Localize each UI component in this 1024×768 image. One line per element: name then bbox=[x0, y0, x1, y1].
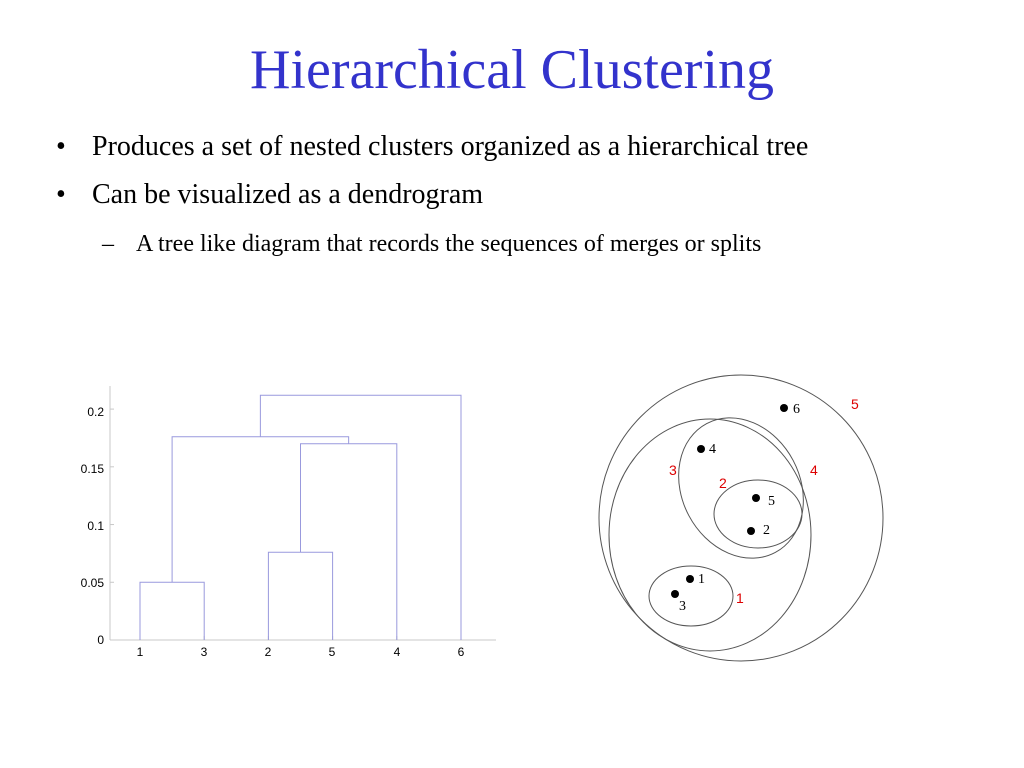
bullet-mark: • bbox=[56, 131, 66, 162]
y-tick-label: 0.1 bbox=[87, 519, 104, 533]
cluster-5-ellipse bbox=[599, 375, 883, 661]
cluster-label-3: 3 bbox=[669, 462, 677, 478]
cluster-label-4: 4 bbox=[810, 462, 818, 478]
bullet-text: Produces a set of nested clusters organized as a hierarchical tree bbox=[92, 131, 809, 162]
x-tick-marks bbox=[140, 636, 461, 640]
dendrogram-link-5 bbox=[260, 395, 461, 640]
x-tick-labels bbox=[137, 645, 465, 659]
dendrogram-axes bbox=[110, 386, 496, 640]
cluster-label-1: 1 bbox=[736, 590, 744, 606]
y-tick-marks bbox=[110, 409, 114, 640]
y-tick-label: 0.2 bbox=[87, 405, 104, 419]
point-label-2: 2 bbox=[763, 523, 770, 538]
dendrogram bbox=[81, 386, 496, 659]
sub-bullet-mark: – bbox=[102, 231, 114, 257]
bullet-text: Can be visualized as a dendrogram bbox=[92, 179, 484, 210]
point-1 bbox=[686, 575, 694, 583]
leaf-label: 5 bbox=[328, 645, 336, 659]
bullet-mark: • bbox=[56, 179, 66, 210]
point-label-1: 1 bbox=[698, 572, 705, 587]
point-5 bbox=[752, 494, 760, 502]
leaf-label: 6 bbox=[457, 645, 465, 659]
leaf-label: 4 bbox=[393, 645, 401, 659]
dendrogram-link-1 bbox=[140, 582, 204, 640]
point-labels bbox=[679, 402, 800, 614]
cluster-label-5: 5 bbox=[851, 396, 859, 412]
cluster-2-ellipse bbox=[714, 480, 802, 548]
point-label-5: 5 bbox=[768, 494, 775, 509]
leaf-label: 3 bbox=[200, 645, 208, 659]
y-tick-label: 0.05 bbox=[80, 576, 104, 590]
y-tick-label: 0 bbox=[97, 633, 104, 647]
leaf-label: 2 bbox=[264, 645, 272, 659]
slide-title: Hierarchical Clustering bbox=[249, 39, 774, 101]
dendrogram-link-3 bbox=[301, 444, 397, 640]
point-2 bbox=[747, 527, 755, 535]
dendrogram-link-4 bbox=[172, 437, 349, 582]
point-3 bbox=[671, 590, 679, 598]
dendrogram-links bbox=[140, 395, 461, 640]
dendrogram-link-2 bbox=[268, 552, 332, 640]
point-label-3: 3 bbox=[679, 599, 686, 614]
point-4 bbox=[697, 445, 705, 453]
cluster-label-2: 2 bbox=[719, 475, 727, 491]
y-tick-labels bbox=[81, 405, 105, 647]
nested-cluster-diagram bbox=[599, 375, 883, 661]
point-label-4: 4 bbox=[709, 442, 716, 457]
cluster-4-ellipse bbox=[655, 396, 828, 580]
sub-bullet-text: A tree like diagram that records the sequences of merges or splits bbox=[136, 231, 762, 257]
point-label-6: 6 bbox=[793, 402, 800, 417]
point-6 bbox=[780, 404, 788, 412]
y-tick-label: 0.15 bbox=[80, 462, 104, 476]
leaf-label: 1 bbox=[136, 645, 144, 659]
cluster-1-ellipse bbox=[649, 566, 733, 626]
